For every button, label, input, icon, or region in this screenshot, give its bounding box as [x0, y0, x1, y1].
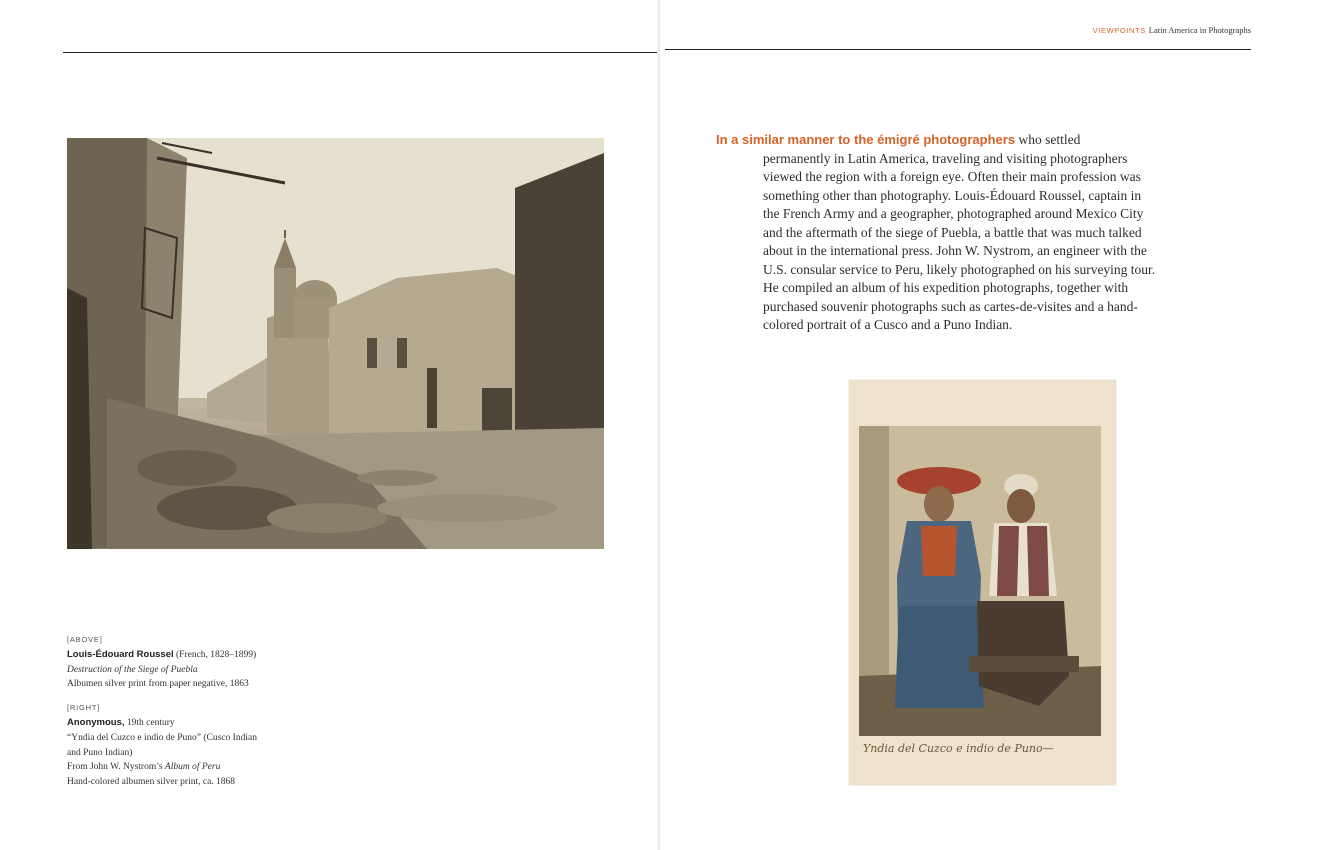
- header-rule-left: [63, 52, 660, 53]
- caption-right: [67, 701, 307, 790]
- running-head: [1093, 25, 1251, 35]
- body-paragraph: [716, 131, 1166, 335]
- photo-cusco-puno-portrait: [849, 380, 1116, 785]
- caption-title-above: Destruction of the Siege of Puebla: [67, 664, 198, 675]
- caption-from-prefix: From John W. Nystrom’s: [67, 762, 165, 773]
- caption-artist-meta-above: (French, 1828–1899): [173, 649, 257, 660]
- body-line-9: purchased souvenir photographs such as cartes-de-visites and a hand-: [763, 298, 1138, 314]
- caption-artist-above: Louis-Édouard Roussel: [67, 648, 174, 660]
- body-line: [716, 131, 1166, 150]
- header-rule-right: [665, 49, 1251, 50]
- caption-tag-right: [RIGHT]: [67, 703, 101, 713]
- body-line-3: something other than photography. Louis-Édouard Roussel, captain in: [763, 187, 1142, 203]
- caption-from-right: [67, 760, 307, 775]
- caption-artist-line-above: [67, 648, 307, 663]
- body-line-0: who settled: [1015, 132, 1081, 147]
- caption-above: [67, 633, 307, 692]
- lead-in: In a similar manner to the émigré photographers: [716, 132, 1016, 147]
- photo-captions: [67, 633, 307, 790]
- running-head-section: VIEWPOINTS: [1092, 26, 1146, 35]
- caption-album-title: Album of Peru: [164, 762, 221, 773]
- body-line-10: colored portrait of a Cusco and a Puno Indian.: [763, 317, 1013, 332]
- caption-tag-above: [ABOVE]: [67, 635, 103, 644]
- body-line-4: the French Army and a geographer, photographed around Mexico City: [763, 206, 1144, 221]
- portrait-image: [859, 426, 1101, 736]
- caption-medium-right: Hand-colored albumen silver print, ca. 1868: [67, 777, 236, 788]
- body-line-2: viewed the region with a foreign eye. Often their main profession was: [763, 169, 1141, 184]
- caption-title-right-2: and Puno Indian): [67, 747, 133, 758]
- body-line-8: He compiled an album of his expedition photographs, together with: [763, 280, 1129, 295]
- body-line-6: about in the international press. John W. Nystrom, an engineer with the: [763, 243, 1147, 258]
- caption-medium-above: Albumen silver print from paper negative, 1863: [67, 679, 249, 690]
- caption-artist-line-right: [67, 716, 307, 731]
- caption-artist-meta-right: 19th century: [124, 717, 175, 728]
- caption-artist-right: Anonymous,: [67, 716, 125, 728]
- photo-inscription: Yndia del Cuzco e indio de Puno—: [863, 742, 1054, 755]
- body-line-1: permanently in Latin America, traveling and visiting photographers: [763, 150, 1128, 166]
- right-page: [660, 0, 1320, 850]
- body-line-7: U.S. consular service to Peru, likely photographed on his surveying tour.: [763, 261, 1156, 277]
- caption-title-right-1: “Yndia del Cuzco e indio de Puno” (Cusco Indian: [67, 732, 257, 743]
- running-head-title: Latin America in Photographs: [1148, 25, 1251, 35]
- body-line-5: and the aftermath of the siege of Puebla, a battle that was much talked: [763, 224, 1142, 240]
- photo-destruction-of-puebla: [67, 138, 604, 549]
